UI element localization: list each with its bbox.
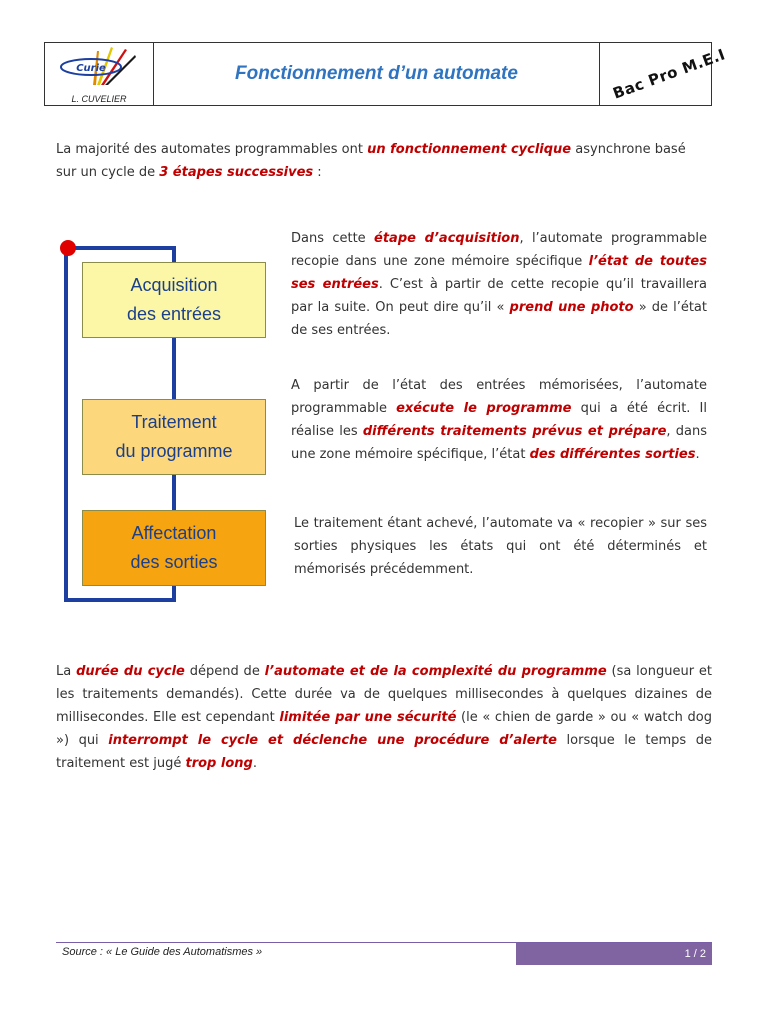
highlighted-term: trop long	[185, 756, 253, 771]
source-note: Source : « Le Guide des Automatismes »	[62, 946, 263, 958]
text-segment: La	[56, 664, 77, 679]
step-box-line: Traitement	[131, 412, 217, 432]
step-box-line: Acquisition	[130, 275, 218, 295]
author-name: L. CUVELIER	[71, 94, 127, 104]
text-segment: .	[252, 756, 257, 771]
highlighted-term: un fonctionnement cyclique	[367, 142, 572, 157]
text-segment: , dans une zone mémoire spécifique, l’état	[291, 424, 707, 462]
page-number: 1 / 2	[516, 943, 712, 965]
traitement-paragraph	[291, 374, 707, 466]
text-segment: (le « chien de garde » ou « watch dog ») qui	[56, 710, 712, 748]
step-box-line: Affectation	[131, 523, 217, 543]
highlighted-term: durée du cycle	[76, 664, 185, 679]
document-footer	[56, 942, 712, 964]
highlighted-term: l’automate et de la complexité du programme	[264, 664, 607, 679]
highlighted-term: prend une photo	[509, 300, 634, 315]
text-segment: .	[695, 447, 700, 462]
text-segment: :	[313, 165, 322, 180]
text-segment: lorsque le temps de traitement est jugé	[56, 733, 712, 771]
course-badge: Bac Pro M.E.I	[610, 45, 728, 103]
badge-cell	[600, 43, 728, 105]
curie-logo-icon	[51, 45, 147, 89]
text-segment: La majorité des automates programmables ont	[56, 142, 368, 157]
step-box-traitement	[82, 399, 266, 475]
highlighted-term: différents traitements prévus et prépare	[362, 424, 667, 439]
text-segment: A partir de l’état des entrées mémorisées, l’automate programmable	[291, 378, 707, 416]
step-box-acquisition	[82, 262, 266, 338]
document-header	[44, 42, 728, 106]
svg-text:Curie: Curie	[76, 63, 106, 74]
cycle-start-dot	[60, 240, 76, 256]
text-segment: (sa longueur et les traitements demandés). Cette durée va de quelques millisecondes à quelques dizaines de millisecondes. Elle est cependant	[56, 664, 712, 725]
text-segment: asynchrone basé sur un cycle de	[56, 142, 686, 180]
step-box-line: du programme	[115, 441, 233, 461]
text-segment: qui a été écrit. Il réalise les	[291, 401, 707, 439]
text-segment: Dans cette	[291, 231, 375, 246]
acquisition-paragraph	[291, 227, 707, 342]
cycle-diagram	[60, 236, 272, 608]
step-box-affectation	[82, 510, 266, 586]
text-segment: Le traitement étant achevé, l’automate va « recopier » sur ses sorties physiques les états qui ont été déterminés et mémorisés précédemment.	[294, 516, 707, 577]
school-logo-cell	[45, 43, 154, 105]
page-title: Fonctionnement d’un automate	[235, 63, 518, 84]
text-segment: . C’est à partir de cette recopie qu’il travaillera par la suite. On peut dire qu’il «	[291, 277, 707, 315]
text-segment: , l’automate programmable recopie dans une zone mémoire spécifique	[291, 231, 707, 269]
highlighted-term: étape d’acquisition	[374, 231, 520, 246]
step-box-line: des sorties	[130, 552, 218, 572]
text-segment: dépend de	[184, 664, 265, 679]
highlighted-term: des différentes sorties	[529, 447, 696, 462]
text-segment: » de l’état de ses entrées.	[291, 300, 707, 338]
highlighted-term: l’état de toutes ses entrées	[291, 254, 707, 292]
highlighted-term: interrompt le cycle et déclenche une procédure d’alerte	[108, 733, 557, 748]
affectation-paragraph	[294, 512, 707, 581]
intro-paragraph	[56, 138, 710, 184]
title-cell	[154, 43, 600, 105]
step-box-line: des entrées	[126, 304, 222, 324]
highlighted-term: 3 étapes successives	[159, 165, 314, 180]
highlighted-term: limitée par une sécurité	[279, 710, 457, 725]
cycle-duration-paragraph	[56, 660, 712, 775]
highlighted-term: exécute le programme	[396, 401, 572, 416]
